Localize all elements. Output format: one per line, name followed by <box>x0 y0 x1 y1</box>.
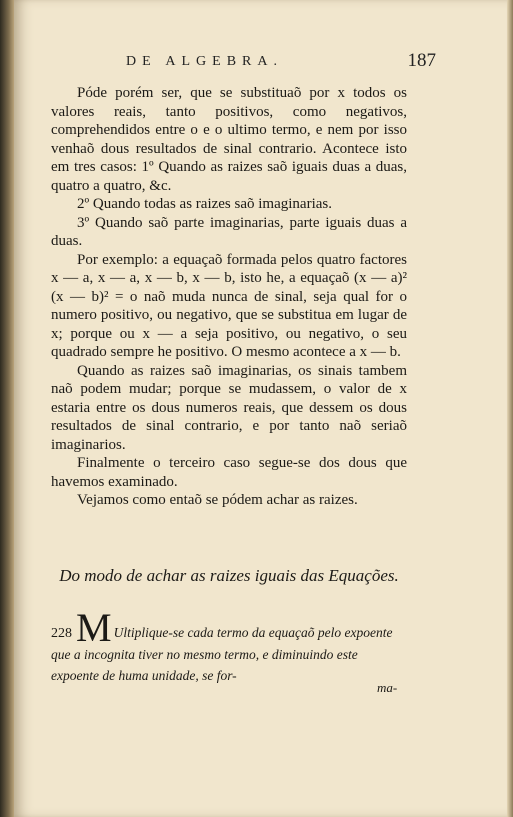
book-page <box>14 0 513 817</box>
paragraph: 2º Quando todas as raizes saõ imaginarias. <box>77 196 332 212</box>
page-header <box>106 50 436 74</box>
article-text: Ultiplique-se cada termo da equaçaõ pelo expoente que a incognita tiver no mesmo termo, e diminuindo este expoente de huma unidade, se for- <box>51 625 393 683</box>
paragraph: 3º Quando saõ parte imaginarias, parte iguais duas a duas. <box>51 214 407 249</box>
paragraph: Por exemplo: a equaçaõ formada pelos quatro factores x — a, x — a, x — b, x — b, isto he, a equaçaõ (x — a)² (x — b)² = o naõ muda nunca de sinal, seja qual for o numero positivo, ou negativo, que se substitua em lugar de x; porque ou x — a seja positivo, ou negativo, o seu quadrado sempre he positivo. O mesmo acontece a x — b. <box>51 251 407 360</box>
catchword: ma- <box>377 680 398 695</box>
article-number: 228 <box>51 626 72 641</box>
book-gutter <box>0 0 14 817</box>
paragraph: Quando as raizes saõ imaginarias, os sinais tambem naõ podem mudar; porque se mudassem, o valor de x estaria entre os dous numeros reais, que dessem os dous resultados de sinal contrario, e por tanto naõ seriaõ imaginarios. <box>51 362 407 453</box>
paragraph: Póde porém ser, que se substituaõ por x todos os valores reais, tanto positivos, como negativos, comprehendidos entre o e o ultimo termo, e nem por isso venhaõ dous resultados de sinal contrario. Acontece isto em tres casos: 1º Quando as raizes saõ iguais duas a duas, quatro a quatro, &c. <box>51 85 407 194</box>
running-head: DE ALGEBRA. <box>126 54 283 69</box>
paragraph: Finalmente o terceiro caso segue-se dos dous que havemos examinado. <box>51 455 407 490</box>
body-text <box>51 84 407 510</box>
page-number: 187 <box>407 50 436 71</box>
page-edge <box>507 0 513 817</box>
section-title: Do modo de achar as raizes iguais das Equações. <box>59 566 399 585</box>
drop-cap: M <box>76 605 112 650</box>
paragraph: Vejamos como entaõ se pódem achar as raizes. <box>77 492 358 508</box>
article-228 <box>51 605 407 686</box>
